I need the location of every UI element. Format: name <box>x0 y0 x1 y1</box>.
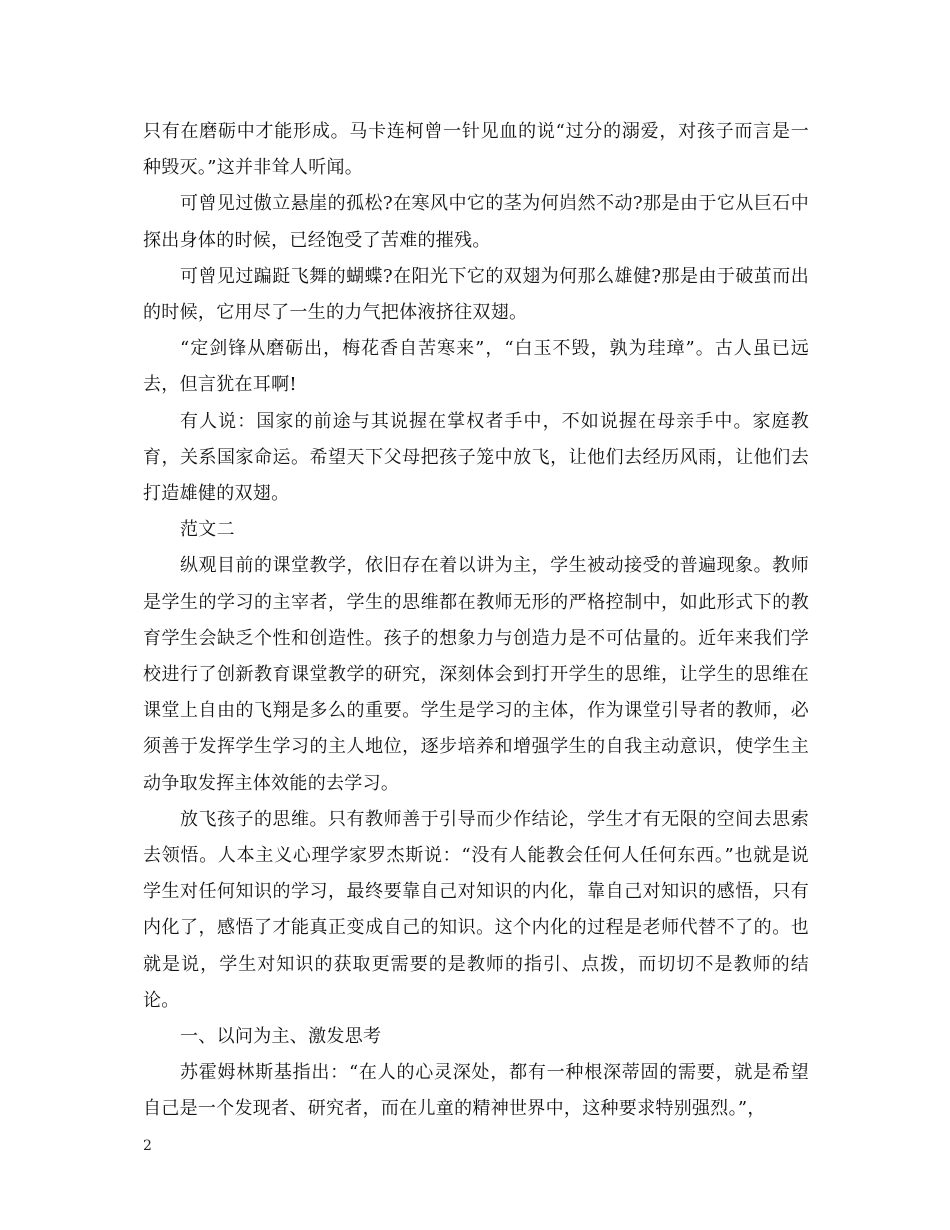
document-body <box>143 114 809 1128</box>
section-heading-sample-two: 范文二 <box>180 519 235 541</box>
paragraph-free-thinking: 放飞孩子的思维。只有教师善于引导而少作结论，学生才有无限的空间去思索去领悟。人本主义心理学家罗杰斯说：“没有人能教会任何人任何东西。”也就是说学生对任何知识的学习，最终要靠自己对知识的内化，靠自己对知识的感悟，只有内化了，感悟了才能真正变成自己的知识。这个内化的过程是老师代替不了的。也就是说，学生对知识的获取更需要的是教师的指引、点拨，而切切不是教师的结论。 <box>143 808 809 1011</box>
paragraph-sukhomlinsky: 苏霍姆林斯基指出：“在人的心灵深处，都有一种根深蒂固的需要，就是希望自己是一个发现者、研究者，而在儿童的精神世界中，这种要求特别强烈。”， <box>143 1062 809 1120</box>
page-number: 2 <box>143 1138 152 1154</box>
paragraph-family-education: 有人说：国家的前途与其说握在掌权者手中，不如说握在母亲手中。家庭教育，关系国家命运。希望天下父母把孩子笼中放飞，让他们去经历风雨，让他们去打造雄健的双翅。 <box>143 410 809 505</box>
section-heading-questioning: 一、以问为主、激发思考 <box>180 1026 382 1048</box>
paragraph-classroom-teaching: 纵观目前的课堂教学，依旧存在着以讲为主，学生被动接受的普遍现象。教师是学生的学习的主宰者，学生的思维都在教师无形的严格控制中，如此形式下的教育学生会缺乏个性和创造性。孩子的想象力与创造力是不可估量的。近年来我们学校进行了创新教育课堂教学的研究，深刻体会到打开学生的思维，让学生的思维在课堂上自由的飞翔是多么的重要。学生是学习的主体，作为课堂引导者的教师，必须善于发挥学生学习的主人地位，逐步培养和增强学生的自我主动意识，使学生主动争取发挥主体效能的去学习。 <box>143 555 809 794</box>
paragraph-quotation: “定剑锋从磨砺出，梅花香自苦寒来”，“白玉不毁，孰为珪璋”。古人虽已远去，但言犹在耳啊! <box>143 338 809 396</box>
paragraph-continuation: 只有在磨砺中才能形成。马卡连柯曾一针见血的说“过分的溺爱，对孩子而言是一种毁灭。”这并非耸人听闻。 <box>143 121 809 179</box>
paragraph-lone-pine: 可曾见过傲立悬崖的孤松?在寒风中它的茎为何岿然不动?那是由于它从巨石中探出身体的时候，已经饱受了苦难的摧残。 <box>143 193 809 251</box>
paragraph-butterfly: 可曾见过蹁跹飞舞的蝴蝶?在阳光下它的双翅为何那么雄健?那是由于破茧而出的时候，它用尽了一生的力气把体液挤往双翅。 <box>143 265 809 324</box>
